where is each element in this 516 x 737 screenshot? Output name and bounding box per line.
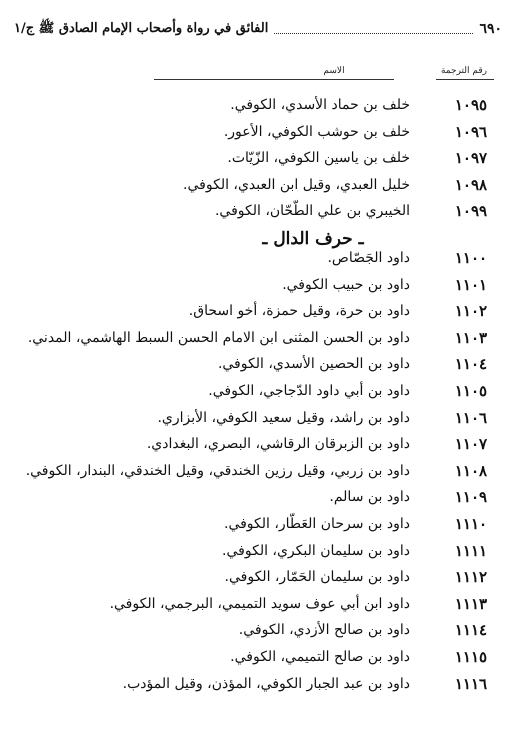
header-rule [154, 79, 394, 80]
entry-row [10, 591, 502, 618]
entry-name: خلف بن حوشب الكوفي، الأعور. [223, 123, 410, 140]
entry-row [10, 325, 502, 352]
entry-number: ١١٠٠ [454, 249, 488, 267]
entry-row [10, 458, 502, 485]
entry-number: ١١٠٤ [454, 355, 488, 374]
entry-number: ١١١٣ [454, 594, 488, 613]
entry-number: ١١٠٨ [454, 461, 488, 480]
entry-name: داود بن سليمان البكري، الكوفي. [222, 542, 410, 559]
entry-number: ١١١٦ [454, 674, 488, 693]
entry-number: ١١١٠ [454, 514, 488, 533]
entry-number: ١٠٩٦ [454, 122, 488, 141]
entry-name: داود بن زربي، وقيل رزين الخندقي، وقيل الخندقي، البندار، الكوفي. [25, 462, 410, 479]
entry-name: داود الجَصّاص. [327, 250, 410, 266]
header-rule [436, 79, 494, 80]
entry-name: داود بن راشد، وقيل سعيد الكوفي، الأبزاري. [157, 409, 410, 426]
entry-name: داود بن حرة، وقيل حمزة، أخو اسحاق. [188, 303, 410, 320]
entry-number: ١٠٩٩ [454, 202, 488, 221]
entry-name: داود بن أبي داود الدّجاجي، الكوفي. [208, 382, 410, 399]
book-title: الفائق في رواة وأصحاب الإمام الصادق ﷺ ج/١ [14, 20, 269, 36]
entry-row [10, 145, 502, 172]
entry-name: داود بن حبيب الكوفي. [282, 276, 410, 293]
entry-row [10, 298, 502, 325]
section-heading-text: ـ حرف الدال ـ [262, 229, 364, 249]
entry-name: داود بن عبد الجبار الكوفي، المؤذن، وقيل المؤدب. [122, 675, 410, 692]
entry-number: ١١١٤ [454, 621, 488, 640]
entry-number: ١٠٩٧ [454, 149, 488, 168]
entry-row [10, 484, 502, 511]
entry-number: ١١٠٣ [454, 328, 488, 347]
entry-row [10, 671, 502, 698]
entry-number: ١٠٩٨ [454, 175, 488, 194]
entry-name: الخيبري بن علي الطّحّان، الكوفي. [214, 203, 410, 220]
entry-row [10, 351, 502, 378]
entry-number: ١٠٩٥ [454, 96, 488, 114]
entry-name: خلف بن ياسين الكوفي، الزّيّات. [227, 150, 410, 167]
entry-number: ١١١٥ [454, 647, 488, 666]
entry-row [10, 245, 502, 272]
dotted-leader [274, 33, 473, 34]
entry-row [10, 119, 502, 146]
running-head [14, 18, 502, 40]
entry-number: ١١١١ [454, 541, 488, 560]
entry-row [10, 92, 502, 119]
entry-name: داود بن سالم. [329, 489, 410, 506]
entry-number: ١١٠٩ [454, 488, 488, 507]
entry-name: داود بن سليمان الحَمّار، الكوفي. [224, 569, 410, 586]
entry-name: داود بن صالح التميمي، الكوفي. [230, 648, 410, 665]
entry-number: ١١٠٢ [454, 302, 488, 321]
entry-row [10, 617, 502, 644]
entry-name: داود بن الحصين الأسدي، الكوفي. [217, 356, 410, 373]
entry-row [10, 431, 502, 458]
entry-row [10, 538, 502, 565]
entry-row [10, 511, 502, 538]
entry-row [10, 564, 502, 591]
entry-name: داود بن الزبرقان الرقاشي، البصري، البغدادي. [146, 436, 410, 453]
entry-name: داود بن صالح الأزدي، الكوفي. [238, 622, 410, 639]
entry-number: ١١٠٦ [454, 408, 488, 427]
entry-row [10, 198, 502, 225]
column-header-name: الاسم [323, 66, 345, 76]
entry-row [10, 378, 502, 405]
entry-name: داود بن سرحان العَطّار، الكوفي. [224, 515, 410, 532]
page-number: ٦٩٠ [479, 21, 502, 37]
entry-number: ١١٠٥ [454, 381, 488, 400]
entry-row [10, 172, 502, 199]
entry-list-kha [10, 92, 502, 225]
entry-list-dal [10, 245, 502, 697]
entry-row [10, 405, 502, 432]
entry-row [10, 272, 502, 299]
entry-name: داود بن الحسن المثنى ابن الامام الحسن السبط الهاشمي، المدني. [27, 329, 410, 346]
entry-number: ١١٠١ [454, 275, 488, 294]
entry-name: داود ابن أبي عوف سويد التميمي، البرجمي، الكوفي. [109, 595, 410, 612]
entry-name: خلف بن حماد الأسدي، الكوفي. [230, 97, 410, 113]
column-header-number: رقم الترجمة [440, 66, 487, 76]
entry-number: ١١٠٧ [454, 435, 488, 454]
entry-number: ١١١٢ [454, 568, 488, 587]
column-headers [60, 66, 494, 82]
entry-name: خليل العبدي، وقيل ابن العبدي، الكوفي. [183, 176, 410, 193]
entry-row [10, 644, 502, 671]
